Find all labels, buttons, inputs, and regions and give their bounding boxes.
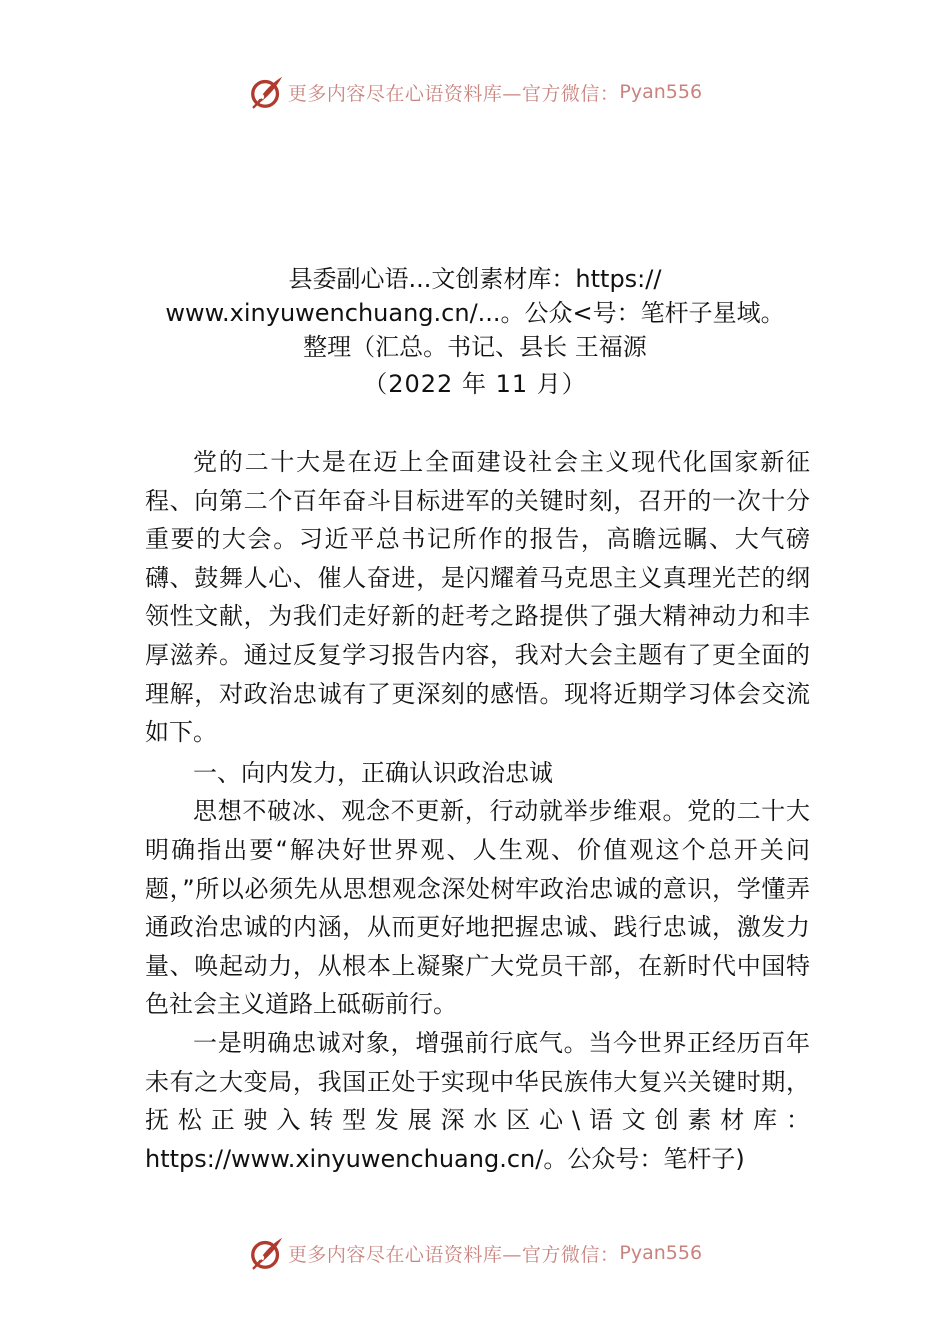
- banner-text: 更多内容尽在心语资料库—官方微信：: [287, 82, 620, 105]
- title-line-3: 整理（汇总。书记、县长 王福源: [303, 333, 647, 361]
- paragraph-intro: 党的二十大是在迈上全面建设社会主义现代化国家新征程、向第二个百年奋斗目标进军的关键时刻，召开的一次十分重要的大会。习近平总书记所作的报告，高瞻远瞩、大气磅礴、鼓舞人心、催人奋进，是闪耀着马克思主义真理光芒的纲领性文献，为我们走好新的赶考之路提供了强大精神动力和丰厚滋养。通过反复学习报告内容，我对大会主题有了更全面的理解，对政治忠诚有了更深刻的感悟。现将近期学习体会交流如下。: [145, 448, 810, 747]
- quill-logo-icon: [248, 1234, 286, 1272]
- header-banner: [0, 72, 950, 112]
- paragraph-point-one: 一是明确忠诚对象，增强前行底气。当今世界正经历百年未有之大变局，我国正处于实现中华民族伟大复兴关键时期，抚松正驶入转型发展深水区心\语文创素材库：https://www.xinyuwenchuang.cn/。公众号：笔杆子): [145, 1028, 810, 1173]
- title-line-2: www.xinyuwenchuang.cn/...。公众<号：笔杆子星域。: [165, 299, 785, 327]
- section-heading: 一、向内发力，正确认识政治忠诚: [193, 758, 553, 787]
- paragraph-section-intro: 思想不破冰、观念不更新，行动就举步维艰。党的二十大明确指出要“解决好世界观、人生观、价值观这个总开关问题，”所以必须先从思想观念深处树牢政治忠诚的意识，学懂弄通政治忠诚的内涵，从而更好地把握忠诚、践行忠诚，激发力量、唤起动力，从根本上凝聚广大党员干部，在新时代中国特色社会主义道路上砥砺前行。: [145, 797, 810, 1019]
- banner-wechat-id: Pyan556: [619, 81, 703, 103]
- title-line-1: 县委副心语...文创素材库：https://: [288, 265, 662, 293]
- document-body: [145, 443, 810, 1178]
- document-date: （2022 年 11 月）: [363, 370, 587, 398]
- banner-text: 更多内容尽在心语资料库—官方微信：: [287, 1243, 620, 1266]
- quill-logo-icon: [248, 73, 286, 111]
- banner-wechat-id: Pyan556: [619, 1242, 703, 1264]
- document-title: [100, 262, 850, 401]
- footer-banner: [0, 1233, 950, 1273]
